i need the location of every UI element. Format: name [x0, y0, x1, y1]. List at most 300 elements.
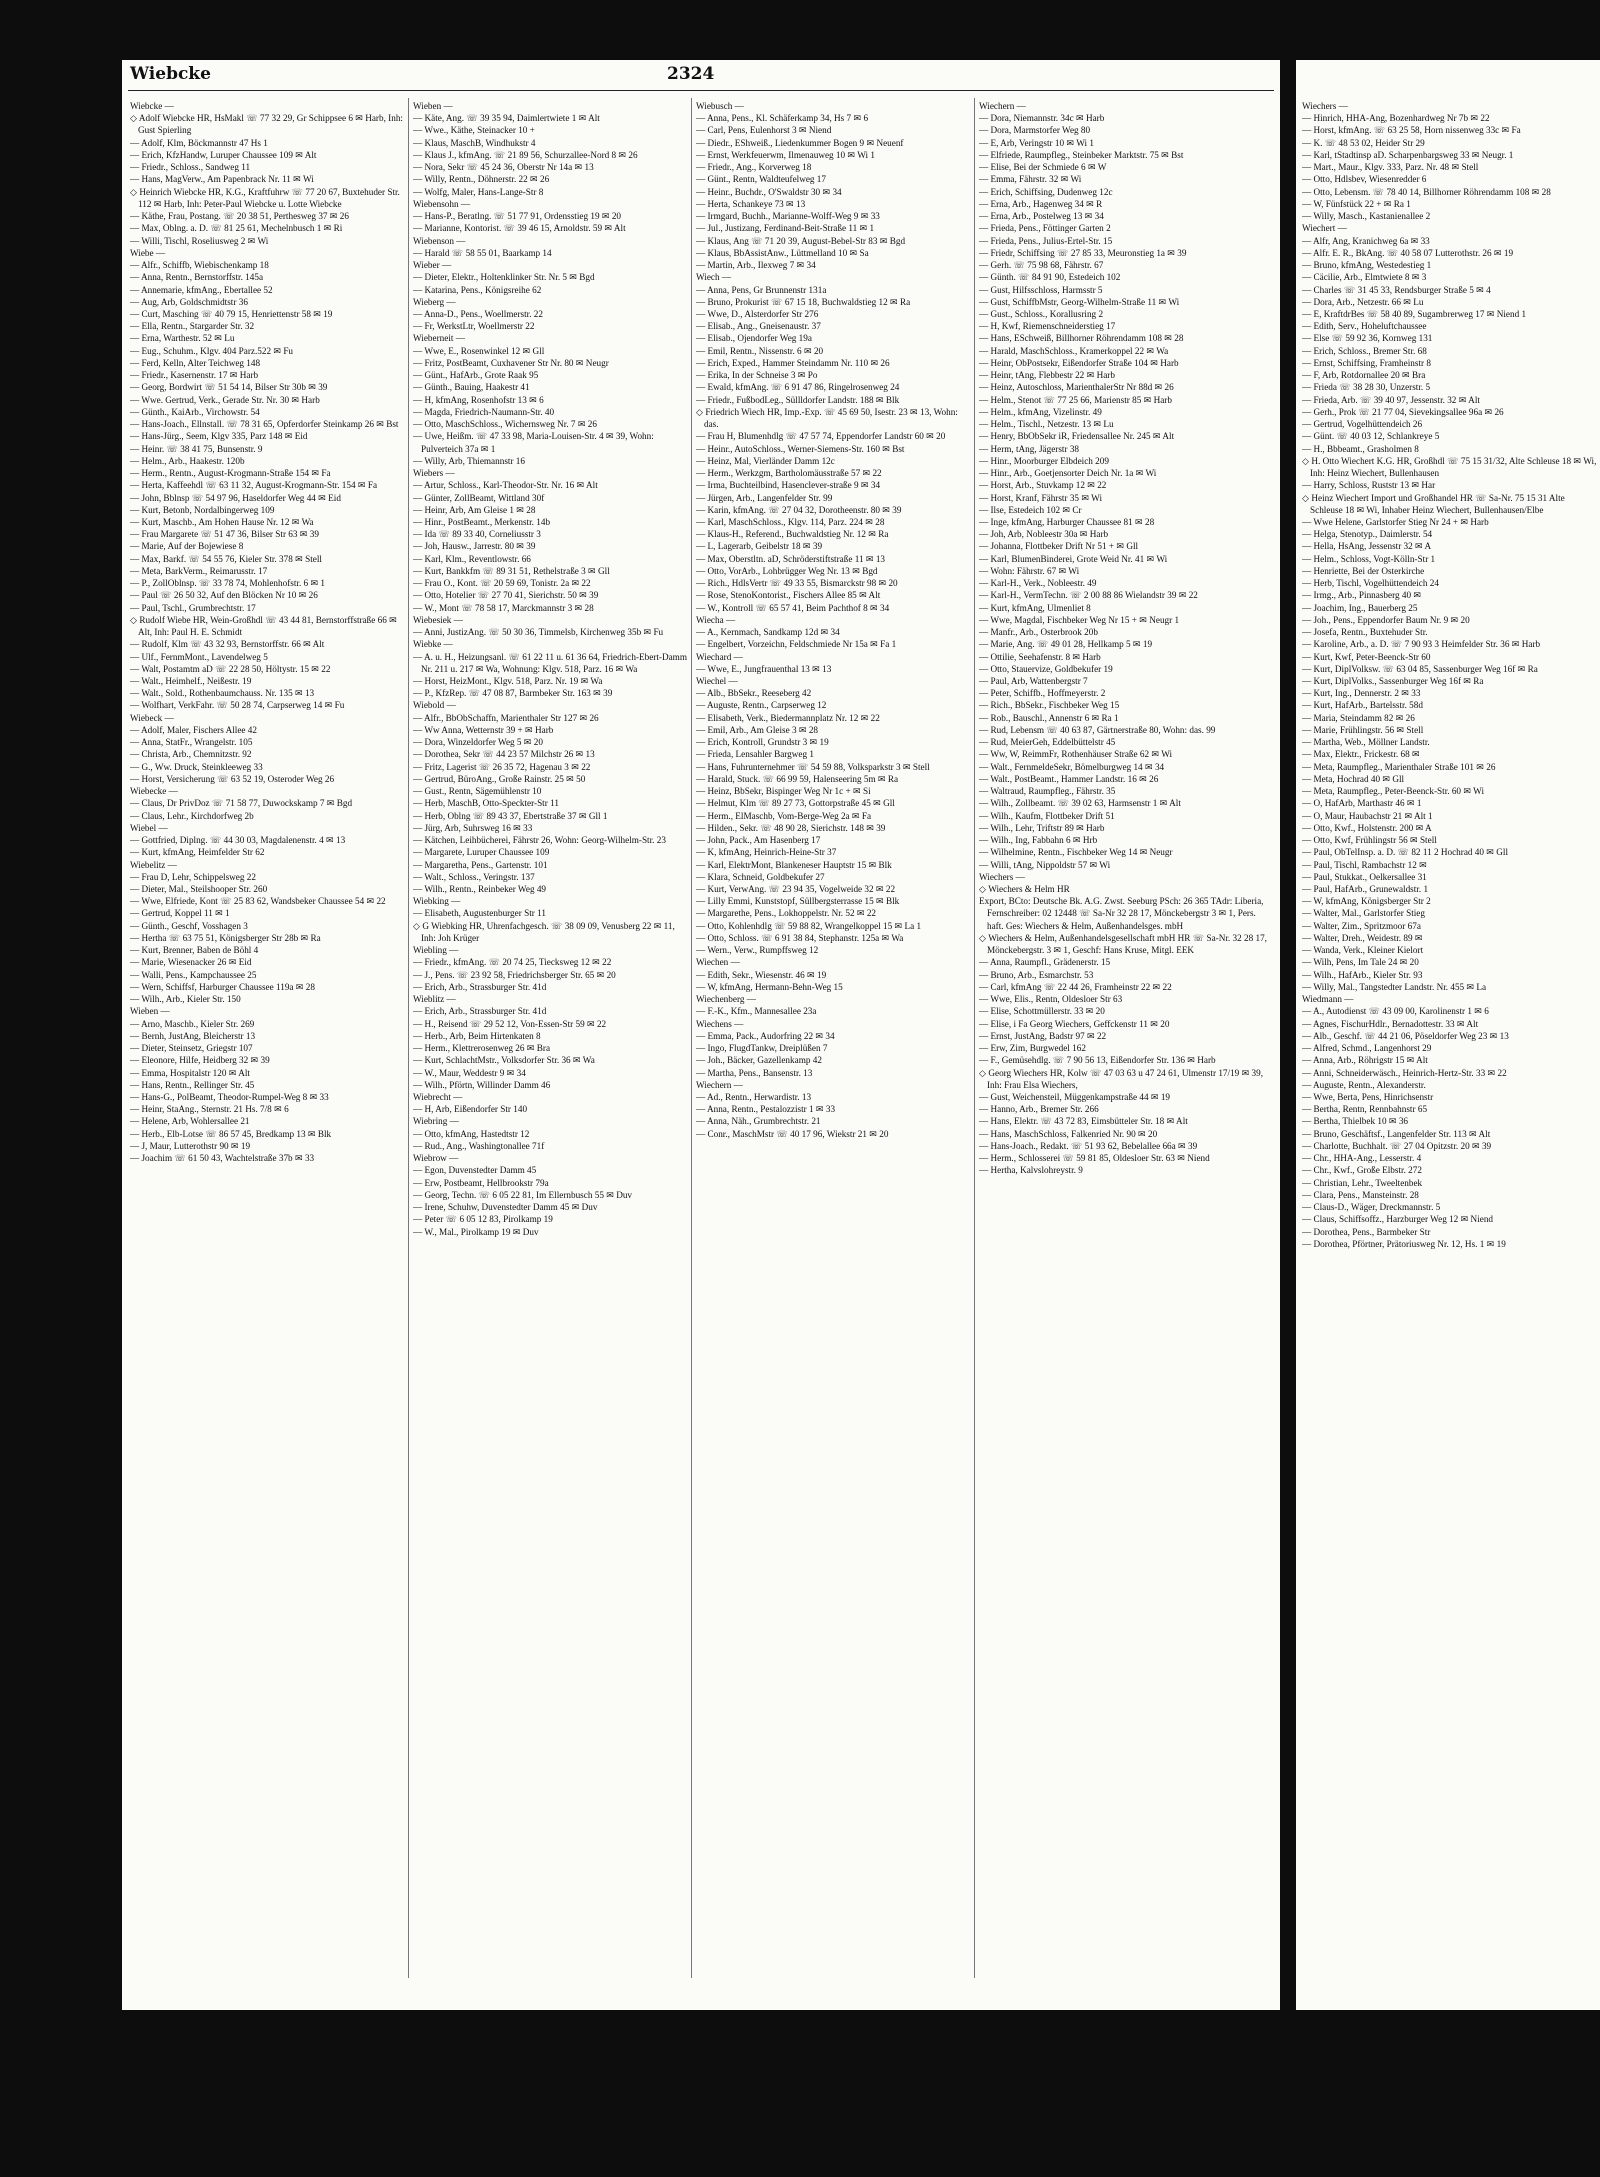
directory-entry: — Otto, Kohlenhdlg ☏ 59 88 82, Wrangelkoppel 15 ✉ La 1 — [696, 920, 922, 931]
directory-column-3 — [696, 100, 970, 1980]
directory-entry: — Meta, Raumpfleg., Peter-Beenck-Str. 60 ✉ Wi — [1302, 786, 1485, 797]
directory-entry: ◇ H. Otto Wiechert K.G. HR, Großhdl ☏ 75 15 31/32, Alte Schleuse 18 ✉ Wi, Inh: Heinz Wiechert, Bullenhausen — [1302, 455, 1597, 479]
directory-entry: — Wilh., Arb., Kieler Str. 150 — [130, 994, 241, 1005]
directory-entry: — Peter ☏ 6 05 12 83, Pirolkamp 19 — [413, 1214, 553, 1225]
directory-entry: — Egon, Duvenstedter Damm 45 — [413, 1165, 537, 1176]
directory-entry: — Alfr., BbObSchaffn, Marienthaler Str 127 ✉ 26 — [413, 712, 599, 723]
directory-entry: — Paul, HafArb., Grunewaldstr. 1 — [1302, 884, 1429, 894]
directory-entry: — H, Kwf, Riemenschneiderstieg 17 — [979, 321, 1116, 332]
directory-entry: — Wohn: Fährstr. 67 ✉ Wi — [979, 565, 1080, 576]
directory-entry: — H, kfmAng, Rosenhofstr 13 ✉ 6 — [413, 394, 544, 405]
directory-entry: — Chr., HHA-Ang., Lesserstr. 4 — [1302, 1153, 1422, 1164]
directory-entry: — Jul., Justizang, Ferdinand-Beit-Straße 11 ✉ 1 — [696, 223, 875, 234]
directory-entry: — Aug, Arb, Goldschmidtstr 36 — [130, 296, 248, 307]
directory-entry: — Hans-Jürg., Seem, Klgv 335, Parz 148 ✉ Eid — [130, 431, 308, 442]
directory-entry: — Fritz, PostBeamt, Cuxhavener Str Nr. 80 ✉ Neugr — [413, 357, 609, 368]
directory-entry: — Klaus, Ang ☏ 71 20 39, August-Bebel-Str 83 ✉ Bgd — [696, 235, 906, 246]
directory-entry: — Meta, Raumpfleg., Marienthaler Straße 101 ✉ 26 — [1302, 761, 1496, 772]
right-page-fragment — [1296, 60, 1600, 2010]
directory-entry: — Clara, Pens., Mansteinstr. 28 — [1302, 1189, 1419, 1200]
directory-entry: — Dieter, Elektr., Holtenklinker Str. Nr. 5 ✉ Bgd — [413, 272, 595, 283]
directory-entry: — Gust., Rentn, Sägemühlenstr 10 — [413, 786, 542, 797]
directory-entry: — Ernst, JustAng, Badstr 97 ✉ 22 — [979, 1030, 1107, 1041]
directory-entry: — Klara, Schneid, Goldbekufer 27 — [696, 871, 825, 882]
directory-entry: — Heinr, ObPostsekr, Eißendorfer Straße 104 ✉ Harb — [979, 357, 1179, 368]
directory-entry: — Karl, MaschSchloss., Klgv. 114, Parz. 224 ✉ 28 — [696, 516, 885, 527]
directory-entry: — Anni, JustizAng. ☏ 50 30 36, Timmelsb, Kirchenweg 35b ✉ Fu — [413, 627, 664, 638]
directory-entry: — Ernst, Werkfeuerwm, Ilmenauweg 10 ✉ Wi 1 — [696, 149, 875, 160]
surname-heading: Wiebensohn — — [413, 198, 471, 209]
directory-entry: — Max, Barkf. ☏ 54 55 76, Kieler Str. 378 ✉ Stell — [130, 553, 322, 564]
directory-entry: — Wilh., Rentn., Reinbeker Weg 49 — [413, 884, 547, 894]
directory-entry: — Wwe Helene, Garlstorfer Stieg Nr 24 + ✉ Harb — [1302, 516, 1489, 527]
directory-entry: — Martin, Arb., Ilexweg 7 ✉ 34 — [696, 260, 816, 271]
surname-heading: Wiebrow — — [413, 1153, 459, 1164]
directory-entry: — Karl, tStadtinsp aD. Scharpenbargsweg 33 ✉ Neugr. 1 — [1302, 149, 1514, 160]
surname-heading: Wiebring — — [413, 1116, 459, 1127]
directory-entry: — Paul, Tschl., Grumbrechtstr. 17 — [130, 602, 256, 613]
directory-entry: — Hans, Rentn., Rellinger Str. 45 — [130, 1079, 255, 1090]
directory-entry: — Marie, Auf der Bojewiese 8 — [130, 541, 244, 552]
directory-column-2 — [413, 100, 687, 1980]
directory-entry: — Wilh., HafArb., Kieler Str. 93 — [1302, 969, 1423, 980]
directory-entry: — Georg, Bordwirt ☏ 51 54 14, Bilser Str 30b ✉ 39 — [130, 382, 328, 393]
directory-entry: — Otto, Hotelier ☏ 27 70 41, Sierichstr. 50 ✉ 39 — [413, 590, 599, 601]
directory-entry: — Kurt, kfmAng, Ulmenliet 8 — [979, 602, 1091, 613]
directory-entry: — Inge, kfmAng, Harburger Chaussee 81 ✉ 28 — [979, 516, 1155, 527]
directory-entry: — Herm., Werkzgm, Bartholomäusstraße 57 ✉ 22 — [696, 468, 882, 479]
directory-entry: — Friedr., Schloss., Sandweg 11 — [130, 162, 251, 173]
directory-entry: — Karl, BlumenBinderei, Grote Weid Nr. 41 ✉ Wi — [979, 553, 1168, 564]
directory-entry: — Helmut, Klm ☏ 89 27 73, Gottorpstraße 45 ✉ Gll — [696, 798, 895, 809]
directory-entry: — Rob., Bauschl., Annenstr 6 ✉ Ra 1 — [979, 712, 1119, 723]
directory-entry: ◇ Wiechers & Helm, Außenhandelsgesellschaft mbH HR ☏ Sa-Nr. 32 28 17, Mönckebergstr. 3 ✉ 1, Geschf: Hans Kruse, Mitgl. EEK — [979, 932, 1267, 956]
directory-entry: — Harry, Schloss, Ruststr 13 ✉ Har — [1302, 480, 1436, 491]
directory-entry: — Marianne, Kontorist. ☏ 39 46 15, Arnoldstr. 59 ✉ Alt — [413, 223, 626, 234]
directory-entry: — A., Kernmach, Sandkamp 12d ✉ 34 — [696, 627, 840, 638]
surname-heading: Wiebrecht — — [413, 1091, 463, 1102]
directory-entry: — J, Maur, Lutterothstr 90 ✉ 19 — [130, 1140, 251, 1151]
directory-entry: — Margarete, Luruper Chaussee 109 — [413, 847, 550, 858]
directory-entry: — Meta, BarkVerm., Reimarusstr. 17 — [130, 565, 268, 576]
directory-entry: ◇ Friedrich Wiech HR, Imp.-Exp. ☏ 45 69 50, Isestr. 23 ✉ 13, Wohn: das. — [696, 406, 958, 430]
page-header — [122, 60, 1280, 96]
directory-entry: — Frau H, Blumenhdlg ☏ 47 57 74, Eppendorfer Landstr 60 ✉ 20 — [696, 431, 946, 442]
directory-entry: — F, Arb, Rotdornallee 20 ✉ Bra — [1302, 370, 1426, 381]
surname-heading: Wiebers — — [413, 468, 455, 479]
directory-entry: — Hans-G., PolBeamt, Theodor-Rumpel-Weg 8 ✉ 33 — [130, 1091, 329, 1102]
directory-entry: — Joachim ☏ 61 50 43, Wachtelstraße 37b ✉ 33 — [130, 1153, 315, 1164]
directory-entry: — Klaus-H., Referend., Buchwaldstieg Nr. 12 ✉ Ra — [696, 529, 889, 540]
directory-entry: — Paul, Arb, Wattenbergstr 7 — [979, 676, 1088, 687]
directory-entry: — Hinr., PostBeamt., Merkenstr. 14b — [413, 516, 551, 527]
directory-entry: — Eleonore, Hilfe, Heidberg 32 ✉ 39 — [130, 1055, 270, 1066]
directory-entry: — Günth., Bauing, Haakestr 41 — [413, 382, 530, 393]
directory-entry: — Kätchen, Leihbücherei, Fährstr 26, Wohn: Georg-Wilhelm-Str. 23 — [413, 835, 666, 846]
directory-entry: — Gust, Hilfsschloss, Harmsstr 5 — [979, 284, 1103, 295]
directory-entry: — Kurt, Brenner, Baben de Böhl 4 — [130, 945, 259, 956]
directory-entry: — Elisab., Ojendorfer Weg 19a — [696, 333, 812, 344]
directory-entry: — Anna, StatFr., Wrangelstr. 105 — [130, 737, 253, 748]
directory-entry: — Irma, Buchteilbind, Hasenclever-straße 9 ✉ 34 — [696, 480, 881, 491]
directory-entry: — Alfr., Schiffb, Wiebischenkamp 18 — [130, 260, 269, 271]
directory-entry: — Nora, Sekr ☏ 45 24 36, Oberstr Nr 14a ✉ 13 — [413, 162, 594, 173]
directory-entry: — Frieda, Pens., Föttinger Garten 2 — [979, 223, 1111, 234]
directory-entry: — Friedr., Kasernenstr. 17 ✉ Harb — [130, 370, 259, 381]
directory-entry: — Otto, VorArb., Lohbrügger Weg Nr. 13 ✉ Bgd — [696, 565, 878, 576]
surname-heading: Wieblitz — — [413, 994, 456, 1005]
directory-entry: — Erna, Warthestr. 52 ✉ Lu — [130, 333, 235, 344]
directory-entry: — Elisab., Ang., Gneisenaustr. 37 — [696, 321, 821, 332]
directory-entry: — Alfr, Ang, Kranichweg 6a ✉ 33 — [1302, 235, 1430, 246]
directory-entry: — Jürgen, Arb., Langenfelder Str. 99 — [696, 492, 833, 503]
directory-entry: — Kurt, Ing., Dennerstr. 2 ✉ 33 — [1302, 688, 1421, 699]
directory-entry: — Kurt, Kwf, Peter-Beenck-Str 60 — [1302, 651, 1431, 662]
directory-entry: — H., Reisend ☏ 29 52 12, Von-Essen-Str 59 ✉ 22 — [413, 1018, 607, 1029]
directory-entry: — Heinz, Autoschloss, MarienthalerStr Nr 88d ✉ 26 — [979, 382, 1174, 393]
directory-entry: — Anna, Näh., Grumbrechtstr. 21 — [696, 1116, 821, 1127]
directory-entry: — Bruno, Geschäftsf., Langenfelder Str. 113 ✉ Alt — [1302, 1128, 1491, 1139]
directory-entry: — Günt., Rentn, Waldteufelweg 17 — [696, 174, 826, 185]
directory-entry: — Georg, Techn. ☏ 6 05 22 81, Im Ellernbusch 55 ✉ Duv — [413, 1189, 633, 1200]
directory-entry: — Jürg, Arb, Suhrsweg 16 ✉ 33 — [413, 822, 533, 833]
directory-entry: — Dorothea, Pens., Barmbeker Str — [1302, 1226, 1431, 1237]
directory-entry: — Herm., Schlosserei ☏ 59 81 85, Oldesloer Str. 63 ✉ Niend — [979, 1153, 1210, 1164]
directory-entry: — Kurt, DiplVolks., Sassenburger Weg 16f ✉ Ra — [1302, 676, 1484, 687]
directory-entry: — Anni, Schneiderwäsch., Heinrich-Hertz-Str. 33 ✉ 22 — [1302, 1067, 1507, 1078]
directory-entry: — Helm., Arb., Haakestr. 120b — [130, 455, 245, 466]
directory-entry: — W, kfmAng, Königsberger Str 2 — [1302, 896, 1431, 907]
directory-entry: — Waltraud, Raumpfleg., Fährstr. 35 — [979, 786, 1116, 797]
directory-entry: — Else ☏ 59 92 36, Kornweg 131 — [1302, 333, 1433, 344]
directory-entry: — Elise, Bei der Schmiede 6 ✉ W — [979, 162, 1107, 173]
directory-entry: — Max, Oblng. a. D. ☏ 81 25 61, Mechelnbusch 1 ✉ Ri — [130, 223, 343, 234]
surname-heading: Wiebecke — — [130, 786, 178, 797]
directory-entry: — Gertrud, Koppel 11 ✉ 1 — [130, 908, 230, 919]
directory-entry: — Frieda, Pens., Julius-Ertel-Str. 15 — [979, 235, 1113, 246]
surname-heading: Wiecha — — [696, 614, 736, 625]
directory-entry: — Claus, Lehr., Kirchdorfweg 2b — [130, 810, 254, 821]
directory-entry: — Heinz, BbSekr, Bispinger Weg Nr 1c + ✉ Si — [696, 786, 871, 797]
directory-entry: — Gerh. ☏ 75 98 68, Fährstr. 67 — [979, 260, 1104, 271]
directory-entry: — Agnes, FischurHdlr., Bernadottestr. 33 ✉ Alt — [1302, 1018, 1479, 1029]
directory-entry: — Käthe, Frau, Postang. ☏ 20 38 51, Perthesweg 37 ✉ 26 — [130, 211, 349, 222]
directory-entry: — A., Autodienst ☏ 43 09 00, Karolinenstr 1 ✉ 6 — [1302, 1006, 1489, 1017]
directory-entry: — Wwe, Elis., Rentn, Oldesloer Str 63 — [979, 994, 1123, 1005]
directory-entry: — Kurt, Betonb, Nordalbingerweg 109 — [130, 504, 275, 515]
directory-entry: — Henriette, Bei der Osterkirche — [1302, 565, 1425, 576]
directory-entry: — Hans, ESchweiß, Billhorner Röhrendamm 108 ✉ 28 — [979, 333, 1184, 344]
directory-entry: — Otto, Schloss. ☏ 6 91 38 84, Stephanstr. 125a ✉ Wa — [696, 932, 904, 943]
directory-entry: — Kurt, VerwAng. ☏ 23 94 35, Vogelweide 32 ✉ 22 — [696, 884, 896, 894]
directory-entry: — Bertha, Thielbek 10 ✉ 36 — [1302, 1116, 1409, 1127]
directory-entry: — G., Ww. Druck, Steinkleeweg 33 — [130, 761, 263, 772]
directory-entry: — Hinr., Moorburger Elbdeich 209 — [979, 455, 1109, 466]
directory-entry: — A. u. H., Heizungsanl. ☏ 61 22 11 u. 61 36 64, Friedrich-Ebert-Damm Nr. 211 u. 217 ✉ Wa, Wohnung: Klgv. 518, Parz. 16 ✉ Wa — [413, 651, 687, 674]
directory-entry: — Karl, ElektrMont, Blankeneser Hauptstr 15 ✉ Blk — [696, 859, 892, 870]
directory-entry: — E, KraftdrBes ☏ 58 40 89, Sugambrerweg 17 ✉ Niend 1 — [1302, 308, 1527, 319]
surname-heading: Wiebold — — [413, 700, 456, 711]
directory-entry: — Anna, Arb., Röhrigstr 15 ✉ Alt — [1302, 1055, 1428, 1066]
directory-entry: — Walter, Zim., Spritzmoor 67a — [1302, 920, 1421, 931]
directory-entry: — Helene, Arb, Wohlersallee 21 — [130, 1116, 250, 1127]
directory-entry: — Ww Anna, Wetternstr 39 + ✉ Harb — [413, 724, 554, 735]
directory-entry: — Ida ☏ 89 33 40, Corneliusstr 3 — [413, 529, 541, 540]
directory-entry: — Rud, Lebensm ☏ 40 63 87, Gärtnerstraße 80, Wohn: das. 99 — [979, 724, 1216, 735]
surname-heading: Wiech — — [696, 272, 732, 283]
surname-heading: Wiechert — — [1302, 223, 1347, 234]
directory-entry: — Horst, Arb., Stuvkamp 12 ✉ 22 — [979, 480, 1107, 491]
directory-entry: — Ernst, Schiffsing, Framheinstr 8 — [1302, 357, 1431, 368]
directory-entry: — Meta, Hochrad 40 ✉ Gll — [1302, 773, 1405, 784]
directory-entry: — Carl, kfmAng ☏ 22 44 26, Framheinstr 22 ✉ 22 — [979, 981, 1172, 992]
directory-entry: — Friedr., Ang., Korverweg 18 — [696, 162, 812, 173]
directory-entry: — Bruno, Arb., Esmarchstr. 53 — [979, 969, 1094, 980]
directory-entry: — Horst, Kranf, Fährstr 35 ✉ Wi — [979, 492, 1103, 503]
directory-entry: — W, Fünfstück 22 + ✉ Ra 1 — [1302, 198, 1411, 209]
directory-entry: — Wilhelmine, Rentn., Fischbeker Weg 14 ✉ Neugr — [979, 847, 1173, 858]
page-number: 2324 — [667, 64, 715, 84]
directory-entry: — Otto, kfmAng, Hastedtstr 12 — [413, 1128, 530, 1139]
directory-entry: — Dora, Arb., Netzestr. 66 ✉ Lu — [1302, 296, 1424, 307]
directory-entry: — Karin, kfmAng. ☏ 27 04 32, Dorotheenstr. 80 ✉ 39 — [696, 504, 902, 515]
directory-entry: — K, kfmAng, Heinrich-Heine-Str 37 — [696, 847, 837, 858]
directory-entry: — Kurt, Maschb., Am Hohen Hause Nr. 12 ✉ Wa — [130, 516, 314, 527]
directory-entry: — Heinz, Mal, Vierländer Damm 12c — [696, 455, 835, 466]
directory-entry: — Kurt, HafArb., Bartelsstr. 58d — [1302, 700, 1423, 711]
directory-entry: — Margarethe, Pens., Lokhoppelstr. Nr. 52 ✉ 22 — [696, 908, 877, 919]
directory-entry: — Heinr. ☏ 38 41 75, Bunsenstr. 9 — [130, 443, 263, 454]
directory-entry: — Elise, Schottmüllerstr. 33 ✉ 20 — [979, 1006, 1105, 1017]
directory-entry: — W., Mont ☏ 78 58 17, Marckmannstr 3 ✉ 28 — [413, 602, 594, 613]
directory-entry: — Frieda ☏ 38 28 30, Unzerstr. 5 — [1302, 382, 1431, 393]
directory-entry: — Wwe, Elfriede, Kont ☏ 25 83 62, Wandsbeker Chaussee 54 ✉ 22 — [130, 896, 386, 907]
surname-heading: Wiebeck — — [130, 712, 174, 723]
directory-entry: — Charlotte, Buchhalt. ☏ 27 04 Opitzstr. 20 ✉ 39 — [1302, 1140, 1492, 1151]
surname-heading: Wiebel — — [130, 822, 168, 833]
surname-heading: Wieben — — [413, 101, 453, 111]
directory-entry: — Mart., Maur., Klgv. 333, Parz. Nr. 48 ✉ Stell — [1302, 162, 1479, 173]
directory-entry: — Hans, MaschSchloss, Falkenried Nr. 90 ✉ 20 — [979, 1128, 1158, 1139]
directory-entry: — Klaus, MaschB, Windhukstr 4 — [413, 137, 536, 148]
directory-entry: — Alb., Geschf. ☏ 44 21 06, Pöseldorfer Weg 23 ✉ 13 — [1302, 1030, 1509, 1041]
surname-heading: Wiechenberg — — [696, 994, 756, 1005]
directory-entry: — Wern, Schiffsf, Harburger Chaussee 119a ✉ 28 — [130, 981, 315, 992]
directory-entry: — Horst, kfmAng. ☏ 63 25 58, Horn nissenweg 33c ✉ Fa — [1302, 125, 1521, 136]
directory-entry: — Kurt, DiplVolksw. ☏ 63 04 85, Sassenburger Weg 16f ✉ Ra — [1302, 663, 1538, 674]
surname-heading: Wiebusch — — [696, 101, 744, 111]
directory-entry: — Rud, MeierGeh, Eddelbüttelstr 45 — [979, 737, 1116, 748]
directory-entry: — W., Maur, Weddestr 9 ✉ 34 — [413, 1067, 526, 1078]
surname-heading: Wiebling — — [413, 945, 459, 956]
directory-entry: — Rose, StenoKontorist., Fischers Allee 85 ✉ Alt — [696, 590, 881, 601]
surname-heading: Wiebenson — — [413, 235, 466, 246]
directory-entry: — Otto, MaschSchloss., Wichernsweg Nr. 7 ✉ 26 — [413, 419, 597, 430]
directory-entry: — Walt., Schloss., Veringstr. 137 — [413, 871, 535, 882]
directory-entry: — Claus-D., Wäger, Dreckmannstr. 5 — [1302, 1202, 1441, 1213]
directory-entry: — Martha, Web., Möllner Landstr. — [1302, 737, 1430, 748]
directory-column-1 — [130, 100, 404, 1980]
surname-heading: Wiechard — — [696, 651, 743, 662]
directory-entry: — Carl, Pens, Eulenhorst 3 ✉ Niend — [696, 125, 832, 136]
directory-entry: — John, Bblnsp ☏ 54 97 96, Haseldorfer Weg 44 ✉ Eid — [130, 492, 341, 503]
directory-entry: — F.-K., Kfm., Mannesallee 23a — [696, 1006, 817, 1017]
directory-entry: — Annemarie, kfmAng., Ebertallee 52 — [130, 284, 273, 295]
surname-heading: Wiebke — — [413, 639, 453, 650]
directory-entry: — Edith, Sekr., Wiesenstr. 46 ✉ 19 — [696, 969, 827, 980]
directory-entry: — Emma, Fährstr. 32 ✉ Wi — [979, 174, 1082, 185]
directory-entry: — Lilly Emmi, Kunststopf, Süllbergsterrasse 15 ✉ Blk — [696, 896, 900, 907]
directory-entry: — Charles ☏ 31 45 33, Rendsburger Straße 5 ✉ 4 — [1302, 284, 1491, 295]
directory-entry: — Irmg., Arb., Pinnasberg 40 ✉ — [1302, 590, 1422, 601]
directory-entry: — Walt., FernmeldeSekr, Bömelburgweg 14 ✉ 34 — [979, 761, 1165, 772]
directory-entry: — Käte, Ang. ☏ 39 35 94, Daimlertwiete 1 ✉ Alt — [413, 113, 600, 124]
directory-entry: — Johanna, Flottbeker Drift Nr 51 + ✉ Gll — [979, 541, 1139, 552]
directory-entry: — Dorothea, Pförtner, Prätoriusweg Nr. 12, Hs. 1 ✉ 19 — [1302, 1238, 1506, 1249]
directory-entry: — Willy, Rentn., Döhnerstr. 22 ✉ 26 — [413, 174, 550, 185]
directory-entry: — Otto, Kwf, Frühlingstr 56 ✉ Stell — [1302, 835, 1437, 846]
directory-entry: — O, HafArb, Marthastr 46 ✉ 1 — [1302, 798, 1422, 809]
directory-entry: — Dieter, Steinsetz, Griegstr 107 — [130, 1043, 253, 1054]
directory-entry: — Christa, Arb., Chemnitzstr. 92 — [130, 749, 252, 760]
directory-entry: — Manfr., Arb., Osterbrook 20b — [979, 627, 1098, 638]
directory-entry: — Erich, Arb., Strassburger Str. 41d — [413, 1006, 547, 1017]
directory-entry: — Bertha, Rentn, Rennbahnstr 65 — [1302, 1104, 1428, 1115]
directory-entry: — Otto, Kwf., Holstenstr. 200 ✉ A — [1302, 822, 1432, 833]
directory-entry: — H., Bbbeamt., Grasholmen 8 — [1302, 443, 1419, 454]
directory-entry: — Otto, Lebensm. ☏ 78 40 14, Billhorner Röhrendamm 108 ✉ 28 — [1302, 186, 1551, 197]
directory-entry: — Anna, Rentn., Pestalozzistr 1 ✉ 33 — [696, 1104, 836, 1115]
directory-entry: — Rich., HdlsVertr ☏ 49 33 55, Bismarckstr 98 ✉ 20 — [696, 578, 898, 589]
left-page — [122, 60, 1280, 2010]
directory-entry: — Frau O., Kont. ☏ 20 59 69, Tonistr. 2a ✉ 22 — [413, 578, 591, 589]
directory-entry: — H, Arb, Eißendorfer Str 140 — [413, 1104, 528, 1115]
directory-entry: — Willy, Arb, Thiemannstr 16 — [413, 455, 525, 466]
running-header-name: Wiebcke — [130, 64, 211, 84]
directory-entry: — Auguste, Rentn., Carpserweg 12 — [696, 700, 827, 711]
directory-entry: — Dora, Marmstorfer Weg 80 — [979, 125, 1091, 136]
directory-entry: — Willi, tAng, Nippoldstr 57 ✉ Wi — [979, 859, 1111, 870]
directory-entry: — Christian, Lehr., Tweeltenbek — [1302, 1177, 1423, 1188]
directory-entry: — Dorothea, Sekr ☏ 44 23 57 Milchstr 26 ✉ 13 — [413, 749, 595, 760]
directory-entry: — Günt. ☏ 40 03 12, Schlankreye 5 — [1302, 431, 1440, 442]
directory-entry: — Wwe, Berta, Pens, Hinrichsenstr — [1302, 1091, 1434, 1102]
directory-entry: — Claus, Dr PrivDoz ☏ 71 58 77, Duwockskamp 7 ✉ Bgd — [130, 798, 353, 809]
directory-entry: — Erich, Schloss., Bremer Str. 68 — [1302, 345, 1427, 356]
directory-column-5 — [1302, 100, 1598, 1980]
directory-entry: — Wilh., Ing, Fabbahn 6 ✉ Hrb — [979, 835, 1098, 846]
directory-entry: — Friedr., kfmAng. ☏ 20 74 25, Tiecksweg 12 ✉ 22 — [413, 957, 612, 968]
directory-entry: — Rud., Ang., Washingtonallee 71f — [413, 1140, 545, 1151]
directory-entry: — Herm., Rentn., August-Krogmann-Straße 154 ✉ Fa — [130, 468, 331, 479]
directory-entry: — Henry, BbObSekr iR, Friedensallee Nr. 245 ✉ Alt — [979, 431, 1175, 442]
directory-entry: — Wwe, E., Jungfrauenthal 13 ✉ 13 — [696, 663, 832, 674]
directory-entry: — Günth., Geschf, Vosshagen 3 — [130, 920, 248, 931]
directory-entry: — Hans-P., Beratlng. ☏ 51 77 91, Ordensstieg 19 ✉ 20 — [413, 211, 622, 222]
surname-heading: Wieberg — — [413, 296, 456, 307]
directory-entry: — Ulf., FernmMont., Lavendelweg 5 — [130, 651, 268, 662]
directory-entry: — Magda, Friedrich-Naumann-Str. 40 — [413, 406, 555, 417]
directory-entry: — Gottfried, Diplng. ☏ 44 30 03, Magdalenenstr. 4 ✉ 13 — [130, 835, 346, 846]
directory-entry: — Anna, Rentn., Bernstorffstr. 145a — [130, 272, 264, 283]
directory-entry: — Wwe, D., Alsterdorfer Str 276 — [696, 308, 819, 319]
directory-entry: — Wilh., Zollbeamt. ☏ 39 02 63, Harmsenstr 1 ✉ Alt — [979, 798, 1181, 809]
directory-entry: — Dora, Niemannstr. 34c ✉ Harb — [979, 113, 1105, 124]
directory-column-4 — [979, 100, 1273, 1980]
directory-entry: — Wilh, Pens, Im Tale 24 ✉ 20 — [1302, 957, 1419, 968]
directory-entry: — Erw, Zim, Burgwedel 162 — [979, 1043, 1086, 1054]
directory-entry: — Günth. ☏ 84 91 90, Estedeich 102 — [979, 272, 1121, 283]
directory-entry: — Anna-D., Pens., Woellmerstr. 22 — [413, 308, 543, 319]
directory-entry: — Katarina, Pens., Königsreihe 62 — [413, 284, 542, 295]
directory-entry: — Herb, MaschB, Otto-Speckter-Str 11 — [413, 798, 559, 809]
directory-entry: — Emma, Hospitalstr 120 ✉ Alt — [130, 1067, 250, 1078]
directory-entry: — Ww, W, ReimmFr, Rothenhäuser Straße 62 ✉ Wi — [979, 749, 1173, 760]
directory-entry: — Uwe, Heißm. ☏ 47 33 98, Maria-Louisen-Str. 4 ✉ 39, Wohn: Pulverteich 37a ✉ 1 — [413, 431, 654, 454]
directory-entry: — Walt., Sold., Rothenbaumchauss. Nr. 135 ✉ 13 — [130, 688, 315, 699]
directory-entry: — Wilh., Kaufm, Flottbeker Drift 51 — [979, 810, 1115, 821]
directory-entry: — Helm., Stenot ☏ 77 25 66, Marienstr 85 ✉ Harb — [979, 394, 1172, 405]
directory-entry: — Willi, Tischl, Roseliusweg 2 ✉ Wi — [130, 235, 269, 246]
directory-entry: — Joh., Pens., Eppendorfer Baum Nr. 9 ✉ 20 — [1302, 614, 1470, 625]
directory-entry: — Gertrud, Vogelhüttendeich 26 — [1302, 419, 1423, 430]
directory-entry: — Herb, Oblng ☏ 89 43 37, Ebertstraße 37 ✉ Gll 1 — [413, 810, 608, 821]
directory-entry: — Otto, Hdlsbev, Wiesenredder 6 — [1302, 174, 1427, 185]
directory-entry: — Adolf, Klm, Böckmannstr 47 Hs 1 — [130, 137, 268, 148]
directory-entry: — Engelbert, Vorzeichn, Feldschmiede Nr 15a ✉ Fa 1 — [696, 639, 897, 650]
directory-entry: — Bruno, Prokurist ☏ 67 15 18, Buchwaldstieg 12 ✉ Ra — [696, 296, 911, 307]
directory-entry: — Arno, Maschb., Kieler Str. 269 — [130, 1018, 255, 1029]
directory-entry: — Bruno, kfmAng, Westedestieg 1 — [1302, 260, 1432, 271]
directory-entry: ◇ Georg Wiechers HR, Kolw ☏ 47 03 63 u 47 24 61, Ulmenstr 17/19 ✉ 39, Inh: Frau Elsa Wiechers, — [979, 1067, 1264, 1090]
directory-entry: — Alb., BbSekr., Reeseberg 42 — [696, 688, 812, 699]
directory-entry: — Herta, Schankeye 73 ✉ 13 — [696, 198, 806, 209]
directory-entry: — Hans-Joach., Redakt. ☏ 51 93 62, Bebelallee 66a ✉ 39 — [979, 1140, 1198, 1151]
directory-entry: — Herta, Kaffeehdl ☏ 63 11 32, August-Krogmann-Str. 154 ✉ Fa — [130, 480, 378, 491]
directory-entry: — Frieda, Lensahler Bargweg 1 — [696, 749, 814, 760]
directory-entry: — Friedr, Schiffsing ☏ 27 85 33, Meuronstieg 1a ✉ 39 — [979, 247, 1187, 258]
directory-entry: — Walli, Pens., Kampchaussee 25 — [130, 969, 257, 980]
directory-entry: — Herb, Tischl, Vogelhüttendeich 24 — [1302, 578, 1439, 589]
directory-entry: — Joh, Hausw., Jarrestr. 80 ✉ 39 — [413, 541, 536, 552]
directory-entry: — Paul, Tischl, Rambachstr 12 ✉ — [1302, 859, 1427, 870]
directory-entry: — Marie, Ang. ☏ 49 01 28, Hellkamp 5 ✉ 19 — [979, 639, 1153, 650]
directory-entry: — P., KfzRep. ☏ 47 08 87, Barmbeker Str. 163 ✉ 39 — [413, 688, 613, 699]
directory-entry: — Heinr, tAng, Flebbestr 22 ✉ Harb — [979, 370, 1115, 381]
directory-entry: — Willy, Mal., Tangstedter Landstr. Nr. 455 ✉ La — [1302, 981, 1487, 992]
directory-entry: — E, Arb, Veringstr 10 ✉ Wi 1 — [979, 137, 1094, 148]
directory-entry: — Josefa, Rentn., Buxtehuder Str. — [1302, 627, 1428, 638]
directory-entry: — Erna, Arb., Postelweg 13 ✉ 34 — [979, 211, 1104, 222]
surname-heading: Wiebesiek — — [413, 614, 463, 625]
directory-entry: — Elisabeth, Augustenburger Str 11 — [413, 908, 546, 919]
directory-entry: — Edith, Serv., Hoheluftchaussee — [1302, 321, 1427, 332]
surname-heading: Wiechern — — [696, 1079, 743, 1090]
directory-entry: — Walt., PostBeamt., Hammer Landstr. 16 ✉ 26 — [979, 773, 1159, 784]
directory-entry: — Ilse, Estedeich 102 ✉ Cr — [979, 504, 1082, 515]
directory-entry: — Gust., Schloss., Korallusring 2 — [979, 308, 1104, 319]
directory-entry: — Fr, WerkstLtr, Woellmerstr 22 — [413, 321, 535, 332]
directory-entry: — Heinr., AutoSchloss., Werner-Siemens-Str. 160 ✉ Bst — [696, 443, 905, 454]
directory-entry: — Martha, Pens., Bansenstr. 13 — [696, 1067, 813, 1078]
directory-entry: — Herm, tAng, Jägerstr 38 — [979, 443, 1080, 454]
directory-entry: — Paul, ObTelInsp. a. D. ☏ 82 11 2 Hochrad 40 ✉ Gll — [1302, 847, 1509, 858]
directory-entry: — Harald ☏ 58 55 01, Baarkamp 14 — [413, 247, 552, 258]
directory-entry: — Herm., Klettrerosenweg 26 ✉ Bra — [413, 1043, 551, 1054]
directory-entry: — Wwe. Gertrud, Verk., Gerade Str. Nr. 30 ✉ Harb — [130, 394, 320, 405]
directory-entry: — Anna, Pens, Gr Brunnenstr 131a — [696, 284, 827, 295]
directory-entry: — Rudolf, Klm ☏ 43 32 93, Bernstorffstr. 66 ✉ Alt — [130, 639, 325, 650]
